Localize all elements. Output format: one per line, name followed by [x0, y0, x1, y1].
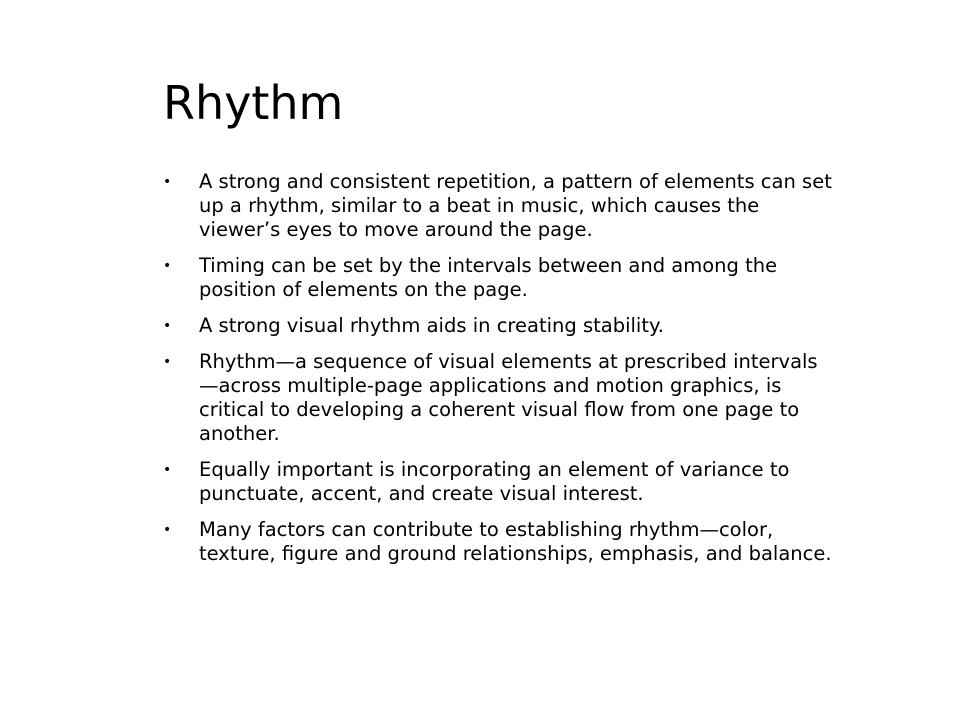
bullet-item — [163, 518, 833, 566]
bullet-item — [163, 254, 833, 302]
bullet-text: Rhythm—a sequence of visual elements at prescribed intervals—across multiple-page applications and motion graphics, is critical to developing a coherent visual flow from one page to another. — [199, 350, 818, 445]
bullet-icon: • — [163, 318, 172, 334]
bullet-icon: • — [163, 174, 172, 190]
bullet-text: Timing can be set by the intervals between and among the position of elements on the page. — [199, 254, 778, 301]
bullet-icon: • — [163, 462, 172, 478]
bullet-text: A strong and consistent repetition, a pattern of elements can set up a rhythm, similar to a beat in music, which causes the viewer’s eyes to move around the page. — [199, 170, 832, 241]
bullet-item — [163, 458, 833, 506]
bullet-text: A strong visual rhythm aids in creating stability. — [199, 314, 664, 337]
bullet-list — [163, 170, 833, 578]
slide-title: Rhythm — [163, 76, 344, 130]
bullet-icon: • — [163, 354, 172, 370]
bullet-item — [163, 350, 833, 446]
bullet-item — [163, 314, 833, 338]
bullet-item — [163, 170, 833, 242]
bullet-text: Equally important is incorporating an element of variance to punctuate, accent, and create visual interest. — [199, 458, 790, 505]
bullet-icon: • — [163, 258, 172, 274]
bullet-text: Many factors can contribute to establishing rhythm—color, texture, figure and ground relationships, emphasis, and balance. — [199, 518, 832, 565]
bullet-icon: • — [163, 522, 172, 538]
